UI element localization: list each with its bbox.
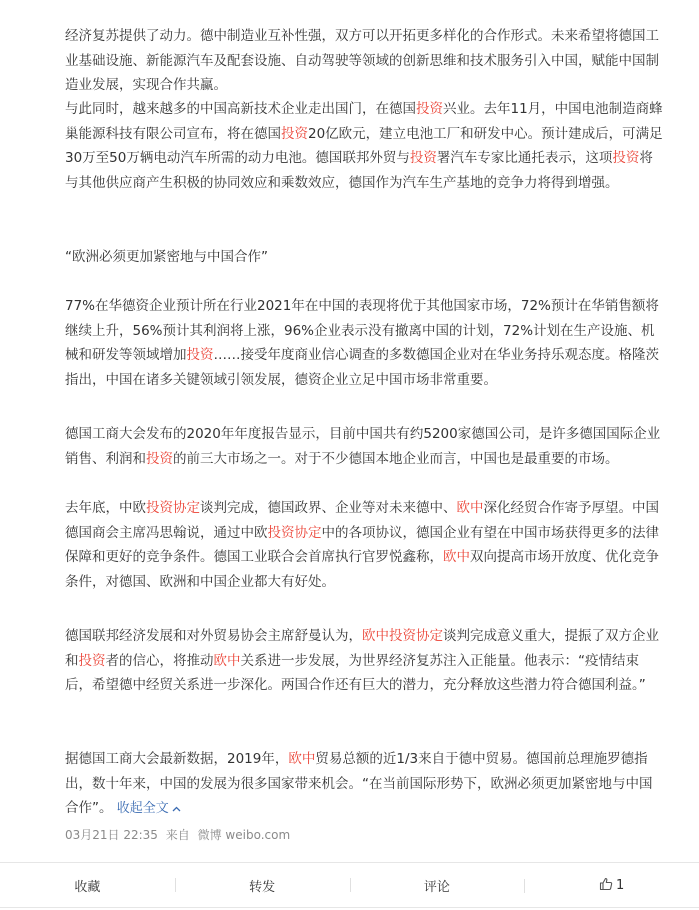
keyword-highlight-link[interactable]: 投资 bbox=[281, 125, 308, 142]
text-run: 与此同时，越来越多的中国高新技术企业走出国门，在德国 bbox=[65, 101, 416, 117]
comment-label: 评论 bbox=[423, 879, 450, 895]
article-paragraph-2 bbox=[65, 97, 665, 195]
article-paragraph-7 bbox=[65, 747, 665, 822]
text-run: 的前三大市场之一。对于不少德国本地企业而言，中国也是最重要的市场。 bbox=[173, 450, 619, 467]
keyword-highlight-link[interactable]: 投资 bbox=[78, 652, 106, 669]
text-run: 深化经贸合作寄予厚望。中国德国商会主席冯思翰说，通过中欧 bbox=[65, 500, 659, 541]
comment-button[interactable] bbox=[350, 876, 525, 895]
keyword-highlight-link[interactable]: 投资 bbox=[612, 150, 640, 167]
keyword-highlight-link[interactable]: 投资 bbox=[186, 347, 214, 364]
article-paragraph-6 bbox=[65, 624, 665, 698]
like-button[interactable] bbox=[524, 877, 699, 893]
keyword-highlight-link[interactable]: 欧中投资协定 bbox=[362, 628, 443, 644]
text-run: 署汽车专家比通托表示，这项 bbox=[436, 150, 613, 167]
text-run: 据德国工商大会最新数据，2019年， bbox=[65, 751, 289, 767]
text-run: 经济复苏提供了动力。德中制造业互补性强，双方可以开拓更多样化的合作形式。未来希望将德国工业基础设施、新能源汽车及配套设施、自动驾驶等领域的创新思维和技术服务引入中国，赋能中国制造业发展，实现合作共赢。 bbox=[65, 28, 659, 94]
text-run: ……接受年度商业信心调查的多数德国企业对在华业务持乐观态度。格隆茨指出，中国在诸多关键领域引领发展，德资企业立足中国市场非常重要。 bbox=[65, 347, 659, 388]
post-source-prefix: 来自 bbox=[165, 828, 190, 842]
action-bar bbox=[0, 862, 699, 908]
text-run: 去年底，中欧 bbox=[65, 500, 146, 516]
post-timestamp[interactable]: 03月21日 22:35 bbox=[65, 828, 158, 842]
keyword-highlight-link[interactable]: 投资 bbox=[146, 450, 173, 467]
text-run: 中的各项协议，德国企业有望在中国市场获得更多的法律保障和更好的竞争条件。德国工业联合会首席执行官罗悦鑫称， bbox=[65, 524, 659, 566]
collect-button[interactable] bbox=[0, 876, 175, 895]
keyword-highlight-link[interactable]: 欧中 bbox=[288, 751, 316, 767]
text-run: 将与其他供应商产生积极的协同效应和乘数效应，德国作为汽车生产基地的竞争力将得到增强。 bbox=[65, 150, 653, 191]
article-paragraph-4 bbox=[65, 422, 665, 471]
keyword-highlight-link[interactable]: 欧中 bbox=[443, 549, 470, 566]
collapse-fulltext-link[interactable] bbox=[117, 801, 181, 816]
keyword-highlight-link[interactable]: 投资 bbox=[409, 150, 437, 167]
post-source[interactable]: 微博 weibo.com bbox=[197, 828, 291, 842]
collect-label: 收藏 bbox=[74, 879, 101, 895]
article-subheading bbox=[65, 245, 665, 270]
chevron-up-icon bbox=[172, 797, 181, 822]
like-count: 1 bbox=[615, 878, 625, 893]
text-run: 德国联邦经济发展和对外贸易协会主席舒曼认为， bbox=[65, 628, 362, 644]
text-run: 20亿欧元，建立电池工厂和研发中心。预计建成后，可满足30万至50万辆电动汽车所需的动力电池。德国联邦外贸与 bbox=[65, 125, 663, 167]
text-run: 者的信心，将推动 bbox=[105, 652, 214, 669]
thumbs-up-icon bbox=[599, 877, 613, 891]
collapse-fulltext-label: 收起全文 bbox=[116, 801, 169, 817]
text-run: 兴业。去年11月，中国电池制造商蜂巢能源科技有限公司宣布，将在德国 bbox=[65, 101, 663, 142]
keyword-highlight-link[interactable]: 投资协定 bbox=[267, 524, 322, 541]
article-paragraph-3 bbox=[65, 294, 665, 392]
text-run: 谈判完成，德国政界、企业等对未来德中、 bbox=[200, 500, 457, 516]
forward-button[interactable] bbox=[175, 876, 350, 895]
forward-label: 转发 bbox=[249, 879, 276, 895]
text-run: “欧洲必须更加紧密地与中国合作” bbox=[65, 249, 268, 265]
text-run: 双向提高市场开放度、优化竞争条件，对德国、欧洲和中国企业都大有好处。 bbox=[65, 549, 659, 590]
keyword-highlight-link[interactable]: 投资 bbox=[416, 101, 443, 117]
post-meta bbox=[65, 826, 294, 843]
keyword-highlight-link[interactable]: 欧中 bbox=[456, 500, 484, 516]
keyword-highlight-link[interactable]: 欧中 bbox=[213, 652, 241, 669]
text-run: 关系进一步发展，为世界经济复苏注入正能量。他表示：“疫情结束后，希望德中经贸关系进一步深化。两国合作还有巨大的潜力，充分释放这些潜力符合德国利益。” bbox=[65, 652, 646, 694]
text-run: 贸易总额的近1/3来自于德中贸易。德国前总理施罗德指出，数十年来，中国的发展为很多国家带来机会。“在当前国际形势下，欧洲必须更加紧密地与中国合作”。 bbox=[65, 751, 653, 817]
article-paragraph-1 bbox=[65, 24, 665, 98]
text-run: 谈判完成意义重大，提振了双方企业和 bbox=[65, 628, 659, 669]
article-paragraph-5 bbox=[65, 496, 665, 594]
text-run: 德国工商大会发布的2020年年度报告显示，目前中国共有约5200家德国公司，是许多德国国际企业销售、利润和 bbox=[65, 426, 661, 467]
keyword-highlight-link[interactable]: 投资协定 bbox=[146, 500, 200, 516]
text-run: 77%在华德资企业预计所在行业2021年在中国的表现将优于其他国家市场，72%预计在华销售额将继续上升，56%预计其利润将上涨，96%企业表示没有撤离中国的计划，72%计划在生产设施、机械和研发等领域增加 bbox=[65, 298, 659, 364]
